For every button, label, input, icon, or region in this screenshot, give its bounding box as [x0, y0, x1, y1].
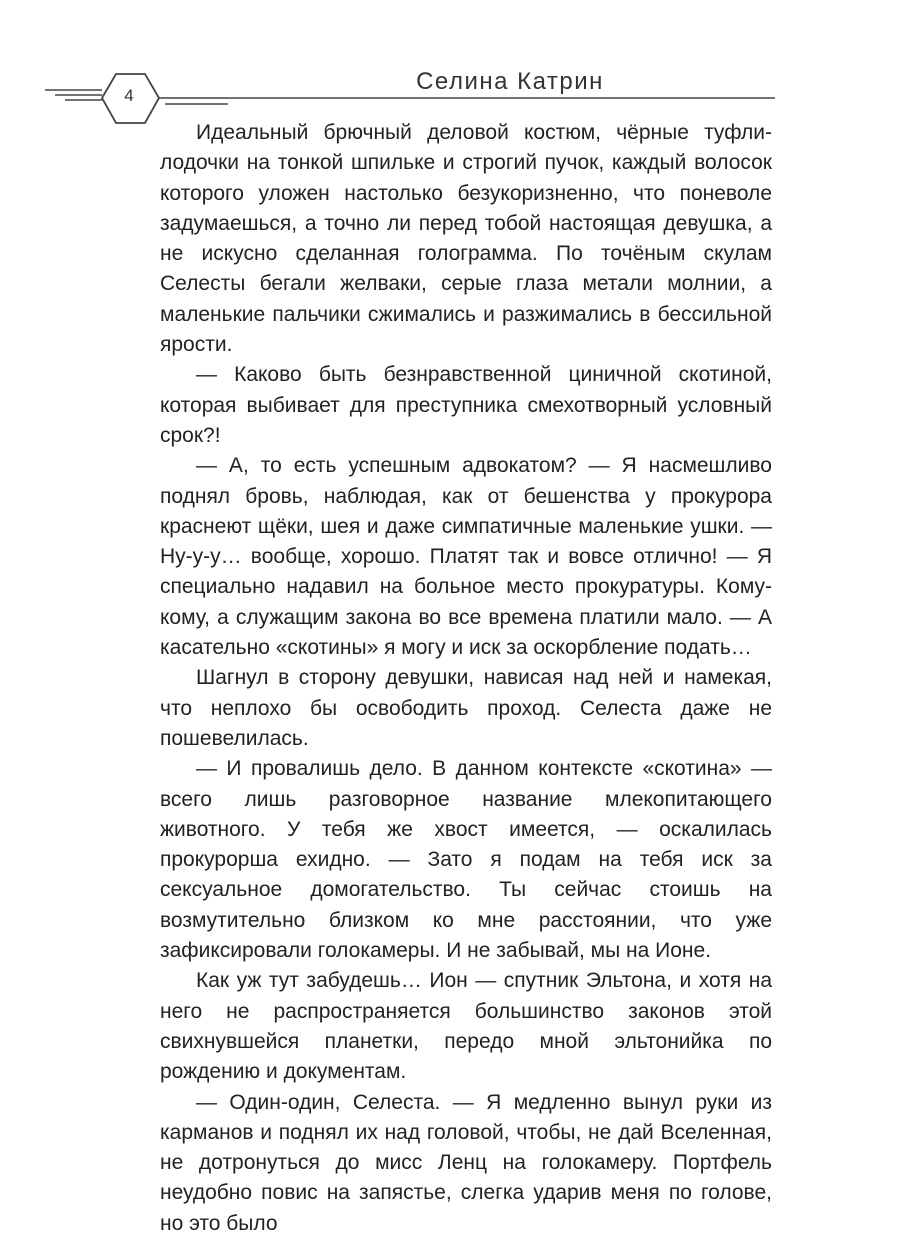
paragraph: — Каково быть безнравственной циничной скотиной, которая выбивает для преступника смехотворный условный срок?! — [160, 363, 772, 447]
paragraph: — И провалишь дело. В данном контексте «скотина» — всего лишь разговорное название млекопитающего животного. У тебя же хвост имеется, — оскалилась прокурорша ехидно. — Зато я подам на тебя иск за сексуальное домогательство. Ты сейчас стоишь на возмутительно близком ко мне расстоянии, что уже зафиксировали голокамеры. И не забывай, мы на Ионе. — [160, 757, 772, 963]
body-text — [160, 118, 772, 1239]
paragraph: — А, то есть успешным адвокатом? — Я насмешливо поднял бровь, наблюдая, как от бешенства у прокурора краснеют щёки, шея и даже симпатичные маленькие ушки. — Ну-у-у… вообще, хорошо. Платят так и вовсе отлично! — Я специально надавил на больное место прокуратуры. Кому-кому, а служащим закона во все времена платили мало. — А касательно «скотины» я могу и иск за оскорбление подать… — [160, 454, 772, 660]
paragraph: Идеальный брючный деловой костюм, чёрные туфли-лодочки на тонкой шпильке и строгий пучок, каждый волосок которого уложен настолько безукоризненно, что поневоле задумаешься, а точно ли перед тобой настоящая девушка, а не искусно сделанная голограмма. По точёным скулам Селесты бегали желваки, серые глаза метали молнии, а маленькие пальчики сжимались и разжимались в бессильной ярости. — [160, 121, 772, 357]
paragraph: Как уж тут забудешь… Ион — спутник Эльтона, и хотя на него не распространяется большинство законов этой свихнувшейся планетки, передо мной эльтонийка по рождению и документам. — [160, 969, 772, 1084]
paragraph: Шагнул в сторону девушки, нависая над ней и намекая, что неплохо бы освободить проход. Селеста даже не пошевелилась. — [160, 666, 772, 750]
running-title: Селина Катрин — [416, 68, 604, 95]
page-number: 4 — [124, 86, 134, 105]
paragraph: — Один-один, Селеста. — Я медленно вынул руки из карманов и поднял их над головой, чтобы, не дай Вселенная, не дотронуться до мисс Ленц на голокамеру. Портфель неудобно повис на запястье, слегка ударив меня по голове, но это было — [160, 1090, 772, 1235]
